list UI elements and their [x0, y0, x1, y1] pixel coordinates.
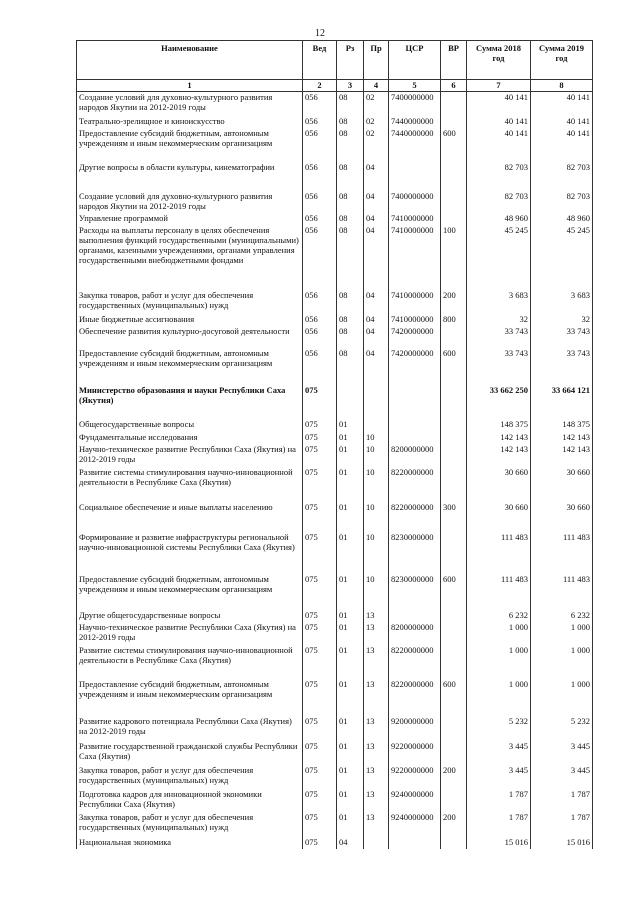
header-name: Наименование — [77, 41, 303, 80]
row-sum-2018: 142 143 — [467, 432, 531, 444]
row-ved: 056 — [303, 225, 337, 290]
row-vr — [441, 162, 467, 191]
header-vr: ВР — [441, 41, 467, 80]
row-pr: 04 — [364, 191, 389, 213]
row-sum-2019: 40 141 — [531, 116, 593, 128]
row-csr — [389, 837, 441, 849]
row-sum-2019: 148 375 — [531, 419, 593, 432]
row-sum-2018: 3 683 — [467, 290, 531, 314]
row-pr: 13 — [364, 812, 389, 837]
row-sum-2018: 3 445 — [467, 765, 531, 789]
row-sum-2018: 30 660 — [467, 502, 531, 532]
row-sum-2018: 1 000 — [467, 679, 531, 716]
row-rz: 01 — [337, 716, 364, 741]
row-ved: 056 — [303, 128, 337, 162]
row-vr — [441, 419, 467, 432]
row-sum-2018: 33 743 — [467, 326, 531, 348]
row-sum-2019: 142 143 — [531, 444, 593, 467]
row-sum-2019: 1 787 — [531, 789, 593, 812]
column-number: 6 — [441, 80, 467, 92]
table-row — [77, 128, 593, 162]
row-sum-2018: 32 — [467, 314, 531, 326]
row-vr: 800 — [441, 314, 467, 326]
row-pr: 10 — [364, 502, 389, 532]
row-name: Научно-техническое развитие Республики Саха (Якутия) на 2012-2019 годы — [77, 622, 303, 645]
row-pr: 10 — [364, 574, 389, 610]
table-row — [77, 716, 593, 741]
table-row — [77, 348, 593, 385]
row-sum-2018: 45 245 — [467, 225, 531, 290]
table-row — [77, 574, 593, 610]
row-vr — [441, 326, 467, 348]
row-pr: 04 — [364, 225, 389, 290]
header-sum-2019: Сумма 2019 год — [531, 41, 593, 80]
table-row — [77, 765, 593, 789]
row-rz: 01 — [337, 467, 364, 502]
row-csr: 9240000000 — [389, 812, 441, 837]
row-sum-2018: 15 016 — [467, 837, 531, 849]
row-ved: 056 — [303, 290, 337, 314]
row-csr: 8220000000 — [389, 679, 441, 716]
row-pr: 10 — [364, 432, 389, 444]
row-csr: 8230000000 — [389, 574, 441, 610]
row-csr: 8200000000 — [389, 444, 441, 467]
row-pr: 04 — [364, 213, 389, 225]
row-sum-2019: 3 445 — [531, 765, 593, 789]
row-ved: 056 — [303, 348, 337, 385]
row-vr: 200 — [441, 765, 467, 789]
table-row — [77, 385, 593, 419]
row-csr: 7440000000 — [389, 116, 441, 128]
row-rz: 01 — [337, 502, 364, 532]
row-csr: 8220000000 — [389, 467, 441, 502]
row-sum-2018: 3 445 — [467, 741, 531, 765]
row-vr: 300 — [441, 502, 467, 532]
row-sum-2018: 82 703 — [467, 162, 531, 191]
row-csr — [389, 385, 441, 419]
row-ved: 075 — [303, 765, 337, 789]
row-pr: 04 — [364, 290, 389, 314]
row-rz: 01 — [337, 741, 364, 765]
row-sum-2018: 1 787 — [467, 789, 531, 812]
row-rz: 01 — [337, 812, 364, 837]
row-sum-2019: 142 143 — [531, 432, 593, 444]
row-csr — [389, 610, 441, 622]
row-pr: 04 — [364, 162, 389, 191]
row-csr — [389, 162, 441, 191]
row-vr — [441, 116, 467, 128]
row-ved: 075 — [303, 467, 337, 502]
row-name: Закупка товаров, работ и услуг для обеспечения государственных (муниципальных) нужд — [77, 812, 303, 837]
row-name: Иные бюджетные ассигнования — [77, 314, 303, 326]
row-sum-2019: 1 000 — [531, 645, 593, 679]
row-ved: 075 — [303, 610, 337, 622]
row-rz: 01 — [337, 622, 364, 645]
table-row — [77, 162, 593, 191]
row-rz: 08 — [337, 326, 364, 348]
row-sum-2018: 82 703 — [467, 191, 531, 213]
table-row — [77, 191, 593, 213]
row-rz: 08 — [337, 314, 364, 326]
table-row — [77, 622, 593, 645]
budget-table — [76, 40, 593, 849]
table-row — [77, 326, 593, 348]
row-name: Формирование и развитие инфраструктуры региональной научно-инновационной системы Республики Саха (Якутия) — [77, 532, 303, 574]
row-rz: 01 — [337, 679, 364, 716]
row-pr: 04 — [364, 326, 389, 348]
row-sum-2018: 6 232 — [467, 610, 531, 622]
row-vr — [441, 610, 467, 622]
row-name: Национальная экономика — [77, 837, 303, 849]
row-csr: 9220000000 — [389, 765, 441, 789]
row-csr: 7410000000 — [389, 225, 441, 290]
header-sum-2018: Сумма 2018 год — [467, 41, 531, 80]
table-row — [77, 502, 593, 532]
row-sum-2019: 45 245 — [531, 225, 593, 290]
row-rz: 08 — [337, 191, 364, 213]
table-row — [77, 432, 593, 444]
row-pr: 02 — [364, 116, 389, 128]
row-pr: 13 — [364, 610, 389, 622]
row-name: Фундаментальные исследования — [77, 432, 303, 444]
table-row — [77, 225, 593, 290]
row-rz: 04 — [337, 837, 364, 849]
row-sum-2019: 33 664 121 — [531, 385, 593, 419]
table-row — [77, 789, 593, 812]
row-csr: 7410000000 — [389, 213, 441, 225]
table-row — [77, 741, 593, 765]
row-csr: 7400000000 — [389, 92, 441, 117]
row-name: Подготовка кадров для инновационной экономики Республики Саха (Якутия) — [77, 789, 303, 812]
row-ved: 056 — [303, 213, 337, 225]
row-name: Другие вопросы в области культуры, кинематографии — [77, 162, 303, 191]
row-name: Создание условий для духовно-культурного развития народов Якутии на 2012-2019 годы — [77, 92, 303, 117]
row-rz: 01 — [337, 789, 364, 812]
table-row — [77, 419, 593, 432]
row-rz: 01 — [337, 532, 364, 574]
row-pr: 13 — [364, 741, 389, 765]
row-csr: 8220000000 — [389, 645, 441, 679]
row-ved: 056 — [303, 191, 337, 213]
page-number: 12 — [315, 28, 325, 39]
row-rz: 01 — [337, 765, 364, 789]
row-csr: 7400000000 — [389, 191, 441, 213]
row-ved: 075 — [303, 432, 337, 444]
row-name: Управление программой — [77, 213, 303, 225]
row-vr — [441, 741, 467, 765]
row-name: Предоставление субсидий бюджетным, автономным учреждениям и иным некоммерческим организациям — [77, 348, 303, 385]
column-number: 5 — [389, 80, 441, 92]
row-sum-2019: 111 483 — [531, 574, 593, 610]
row-csr: 8200000000 — [389, 622, 441, 645]
row-vr — [441, 191, 467, 213]
row-rz: 08 — [337, 162, 364, 191]
row-pr: 13 — [364, 645, 389, 679]
row-sum-2019: 6 232 — [531, 610, 593, 622]
row-ved: 056 — [303, 326, 337, 348]
row-vr — [441, 532, 467, 574]
row-pr: 13 — [364, 679, 389, 716]
row-name: Предоставление субсидий бюджетным, автономным учреждениям и иным некоммерческим организациям — [77, 128, 303, 162]
row-name: Предоставление субсидий бюджетным, автономным учреждениям и иным некоммерческим организациям — [77, 574, 303, 610]
row-vr: 200 — [441, 290, 467, 314]
row-pr: 04 — [364, 348, 389, 385]
row-sum-2018: 142 143 — [467, 444, 531, 467]
table-row — [77, 444, 593, 467]
header-csr: ЦСР — [389, 41, 441, 80]
row-ved: 075 — [303, 679, 337, 716]
row-ved: 075 — [303, 622, 337, 645]
row-ved: 075 — [303, 812, 337, 837]
row-sum-2018: 5 232 — [467, 716, 531, 741]
row-name: Другие общегосударственные вопросы — [77, 610, 303, 622]
header-ved: Вед — [303, 41, 337, 80]
row-vr: 600 — [441, 574, 467, 610]
row-sum-2019: 30 660 — [531, 502, 593, 532]
row-pr: 10 — [364, 467, 389, 502]
table-row — [77, 92, 593, 117]
header-pr: Пр — [364, 41, 389, 80]
row-ved: 075 — [303, 502, 337, 532]
row-sum-2019: 32 — [531, 314, 593, 326]
row-csr: 9200000000 — [389, 716, 441, 741]
row-rz: 01 — [337, 432, 364, 444]
row-name: Закупка товаров, работ и услуг для обеспечения государственных (муниципальных) нужд — [77, 765, 303, 789]
row-name: Развитие системы стимулирования научно-инновационной деятельности в Республике Саха (Якутия) — [77, 645, 303, 679]
row-ved: 056 — [303, 314, 337, 326]
row-ved: 075 — [303, 789, 337, 812]
row-rz: 08 — [337, 348, 364, 385]
row-pr — [364, 837, 389, 849]
row-rz: 08 — [337, 128, 364, 162]
row-name: Создание условий для духовно-культурного развития народов Якутии на 2012-2019 годы — [77, 191, 303, 213]
row-rz: 08 — [337, 225, 364, 290]
row-sum-2018: 30 660 — [467, 467, 531, 502]
row-sum-2018: 148 375 — [467, 419, 531, 432]
row-vr — [441, 467, 467, 502]
row-sum-2019: 40 141 — [531, 92, 593, 117]
row-ved: 075 — [303, 444, 337, 467]
row-name: Научно-техническое развитие Республики Саха (Якутия) на 2012-2019 годы — [77, 444, 303, 467]
row-sum-2019: 3 683 — [531, 290, 593, 314]
row-rz: 01 — [337, 645, 364, 679]
table-row — [77, 679, 593, 716]
row-rz: 08 — [337, 116, 364, 128]
row-vr — [441, 716, 467, 741]
row-sum-2019: 15 016 — [531, 837, 593, 849]
row-csr: 7440000000 — [389, 128, 441, 162]
row-sum-2018: 33 743 — [467, 348, 531, 385]
column-number: 3 — [337, 80, 364, 92]
row-sum-2018: 1 000 — [467, 645, 531, 679]
row-sum-2019: 40 141 — [531, 128, 593, 162]
row-sum-2019: 82 703 — [531, 191, 593, 213]
table-header-row — [77, 41, 593, 80]
row-ved: 056 — [303, 116, 337, 128]
row-sum-2019: 33 743 — [531, 326, 593, 348]
row-sum-2019: 82 703 — [531, 162, 593, 191]
row-name: Предоставление субсидий бюджетным, автономным учреждениям и иным некоммерческим организациям — [77, 679, 303, 716]
column-number: 4 — [364, 80, 389, 92]
row-vr — [441, 444, 467, 467]
row-csr: 7420000000 — [389, 348, 441, 385]
row-sum-2019: 30 660 — [531, 467, 593, 502]
row-sum-2019: 1 000 — [531, 622, 593, 645]
header-rz: Рз — [337, 41, 364, 80]
row-ved: 075 — [303, 385, 337, 419]
row-name: Министерство образования и науки Республики Саха (Якутия) — [77, 385, 303, 419]
row-pr: 02 — [364, 128, 389, 162]
row-ved: 075 — [303, 574, 337, 610]
row-sum-2018: 40 141 — [467, 116, 531, 128]
row-name: Развитие кадрового потенциала Республики Саха (Якутия) на 2012-2019 годы — [77, 716, 303, 741]
row-ved: 075 — [303, 532, 337, 574]
row-pr: 13 — [364, 765, 389, 789]
row-ved: 075 — [303, 419, 337, 432]
row-name: Развитие системы стимулирования научно-инновационной деятельности в Республике Саха (Якутия) — [77, 467, 303, 502]
row-name: Закупка товаров, работ и услуг для обеспечения государственных (муниципальных) нужд — [77, 290, 303, 314]
row-sum-2018: 111 483 — [467, 574, 531, 610]
table-row — [77, 610, 593, 622]
row-vr — [441, 645, 467, 679]
row-csr: 8230000000 — [389, 532, 441, 574]
table-row — [77, 645, 593, 679]
row-pr: 10 — [364, 532, 389, 574]
row-ved: 056 — [303, 92, 337, 117]
row-pr: 13 — [364, 622, 389, 645]
row-name: Развитие государственной гражданской службы Республики Саха (Якутия) — [77, 741, 303, 765]
row-rz: 08 — [337, 213, 364, 225]
row-ved: 056 — [303, 162, 337, 191]
row-vr — [441, 622, 467, 645]
column-number: 2 — [303, 80, 337, 92]
column-number: 8 — [531, 80, 593, 92]
row-csr — [389, 419, 441, 432]
row-pr: 02 — [364, 92, 389, 117]
table-row — [77, 314, 593, 326]
row-name: Социальное обеспечение и иные выплаты населению — [77, 502, 303, 532]
row-vr — [441, 92, 467, 117]
row-rz: 01 — [337, 610, 364, 622]
row-csr: 7420000000 — [389, 326, 441, 348]
row-sum-2019: 5 232 — [531, 716, 593, 741]
row-vr — [441, 789, 467, 812]
row-vr: 600 — [441, 348, 467, 385]
column-number: 7 — [467, 80, 531, 92]
row-name: Обеспечение развития культурно-досуговой деятельности — [77, 326, 303, 348]
row-sum-2018: 40 141 — [467, 92, 531, 117]
row-sum-2018: 1 787 — [467, 812, 531, 837]
row-csr: 9240000000 — [389, 789, 441, 812]
row-pr — [364, 385, 389, 419]
row-ved: 075 — [303, 837, 337, 849]
row-rz: 01 — [337, 419, 364, 432]
table-row — [77, 467, 593, 502]
row-sum-2019: 48 960 — [531, 213, 593, 225]
row-csr: 7410000000 — [389, 290, 441, 314]
row-pr: 10 — [364, 444, 389, 467]
row-pr: 13 — [364, 789, 389, 812]
row-sum-2019: 1 787 — [531, 812, 593, 837]
row-pr — [364, 419, 389, 432]
row-sum-2018: 48 960 — [467, 213, 531, 225]
row-rz — [337, 385, 364, 419]
row-pr: 13 — [364, 716, 389, 741]
table-row — [77, 837, 593, 849]
row-name: Общегосударственные вопросы — [77, 419, 303, 432]
row-sum-2019: 1 000 — [531, 679, 593, 716]
row-vr — [441, 213, 467, 225]
row-rz: 01 — [337, 574, 364, 610]
row-rz: 08 — [337, 92, 364, 117]
row-rz: 01 — [337, 444, 364, 467]
table-row — [77, 116, 593, 128]
row-sum-2018: 33 662 250 — [467, 385, 531, 419]
row-rz: 08 — [337, 290, 364, 314]
row-name: Театрально-зрелищное и киноискусство — [77, 116, 303, 128]
row-ved: 075 — [303, 716, 337, 741]
row-csr — [389, 432, 441, 444]
row-vr: 600 — [441, 679, 467, 716]
row-sum-2018: 1 000 — [467, 622, 531, 645]
row-name: Расходы на выплаты персоналу в целях обеспечения выполнения функций государственными (муниципальными) органами, казенными учреждениями, органами управления государственными внебюджетными фондами — [77, 225, 303, 290]
row-sum-2018: 40 141 — [467, 128, 531, 162]
row-ved: 075 — [303, 645, 337, 679]
row-csr: 8220000000 — [389, 502, 441, 532]
table-row — [77, 213, 593, 225]
column-number-row — [77, 80, 593, 92]
row-ved: 075 — [303, 741, 337, 765]
row-sum-2019: 3 445 — [531, 741, 593, 765]
row-sum-2019: 33 743 — [531, 348, 593, 385]
row-vr: 100 — [441, 225, 467, 290]
row-vr: 200 — [441, 812, 467, 837]
table-row — [77, 812, 593, 837]
row-sum-2019: 111 483 — [531, 532, 593, 574]
row-pr: 04 — [364, 314, 389, 326]
table-row — [77, 532, 593, 574]
row-sum-2018: 111 483 — [467, 532, 531, 574]
row-vr — [441, 385, 467, 419]
row-vr — [441, 837, 467, 849]
column-number: 1 — [77, 80, 303, 92]
table-row — [77, 290, 593, 314]
row-vr: 600 — [441, 128, 467, 162]
row-vr — [441, 432, 467, 444]
row-csr: 7410000000 — [389, 314, 441, 326]
row-csr: 9220000000 — [389, 741, 441, 765]
